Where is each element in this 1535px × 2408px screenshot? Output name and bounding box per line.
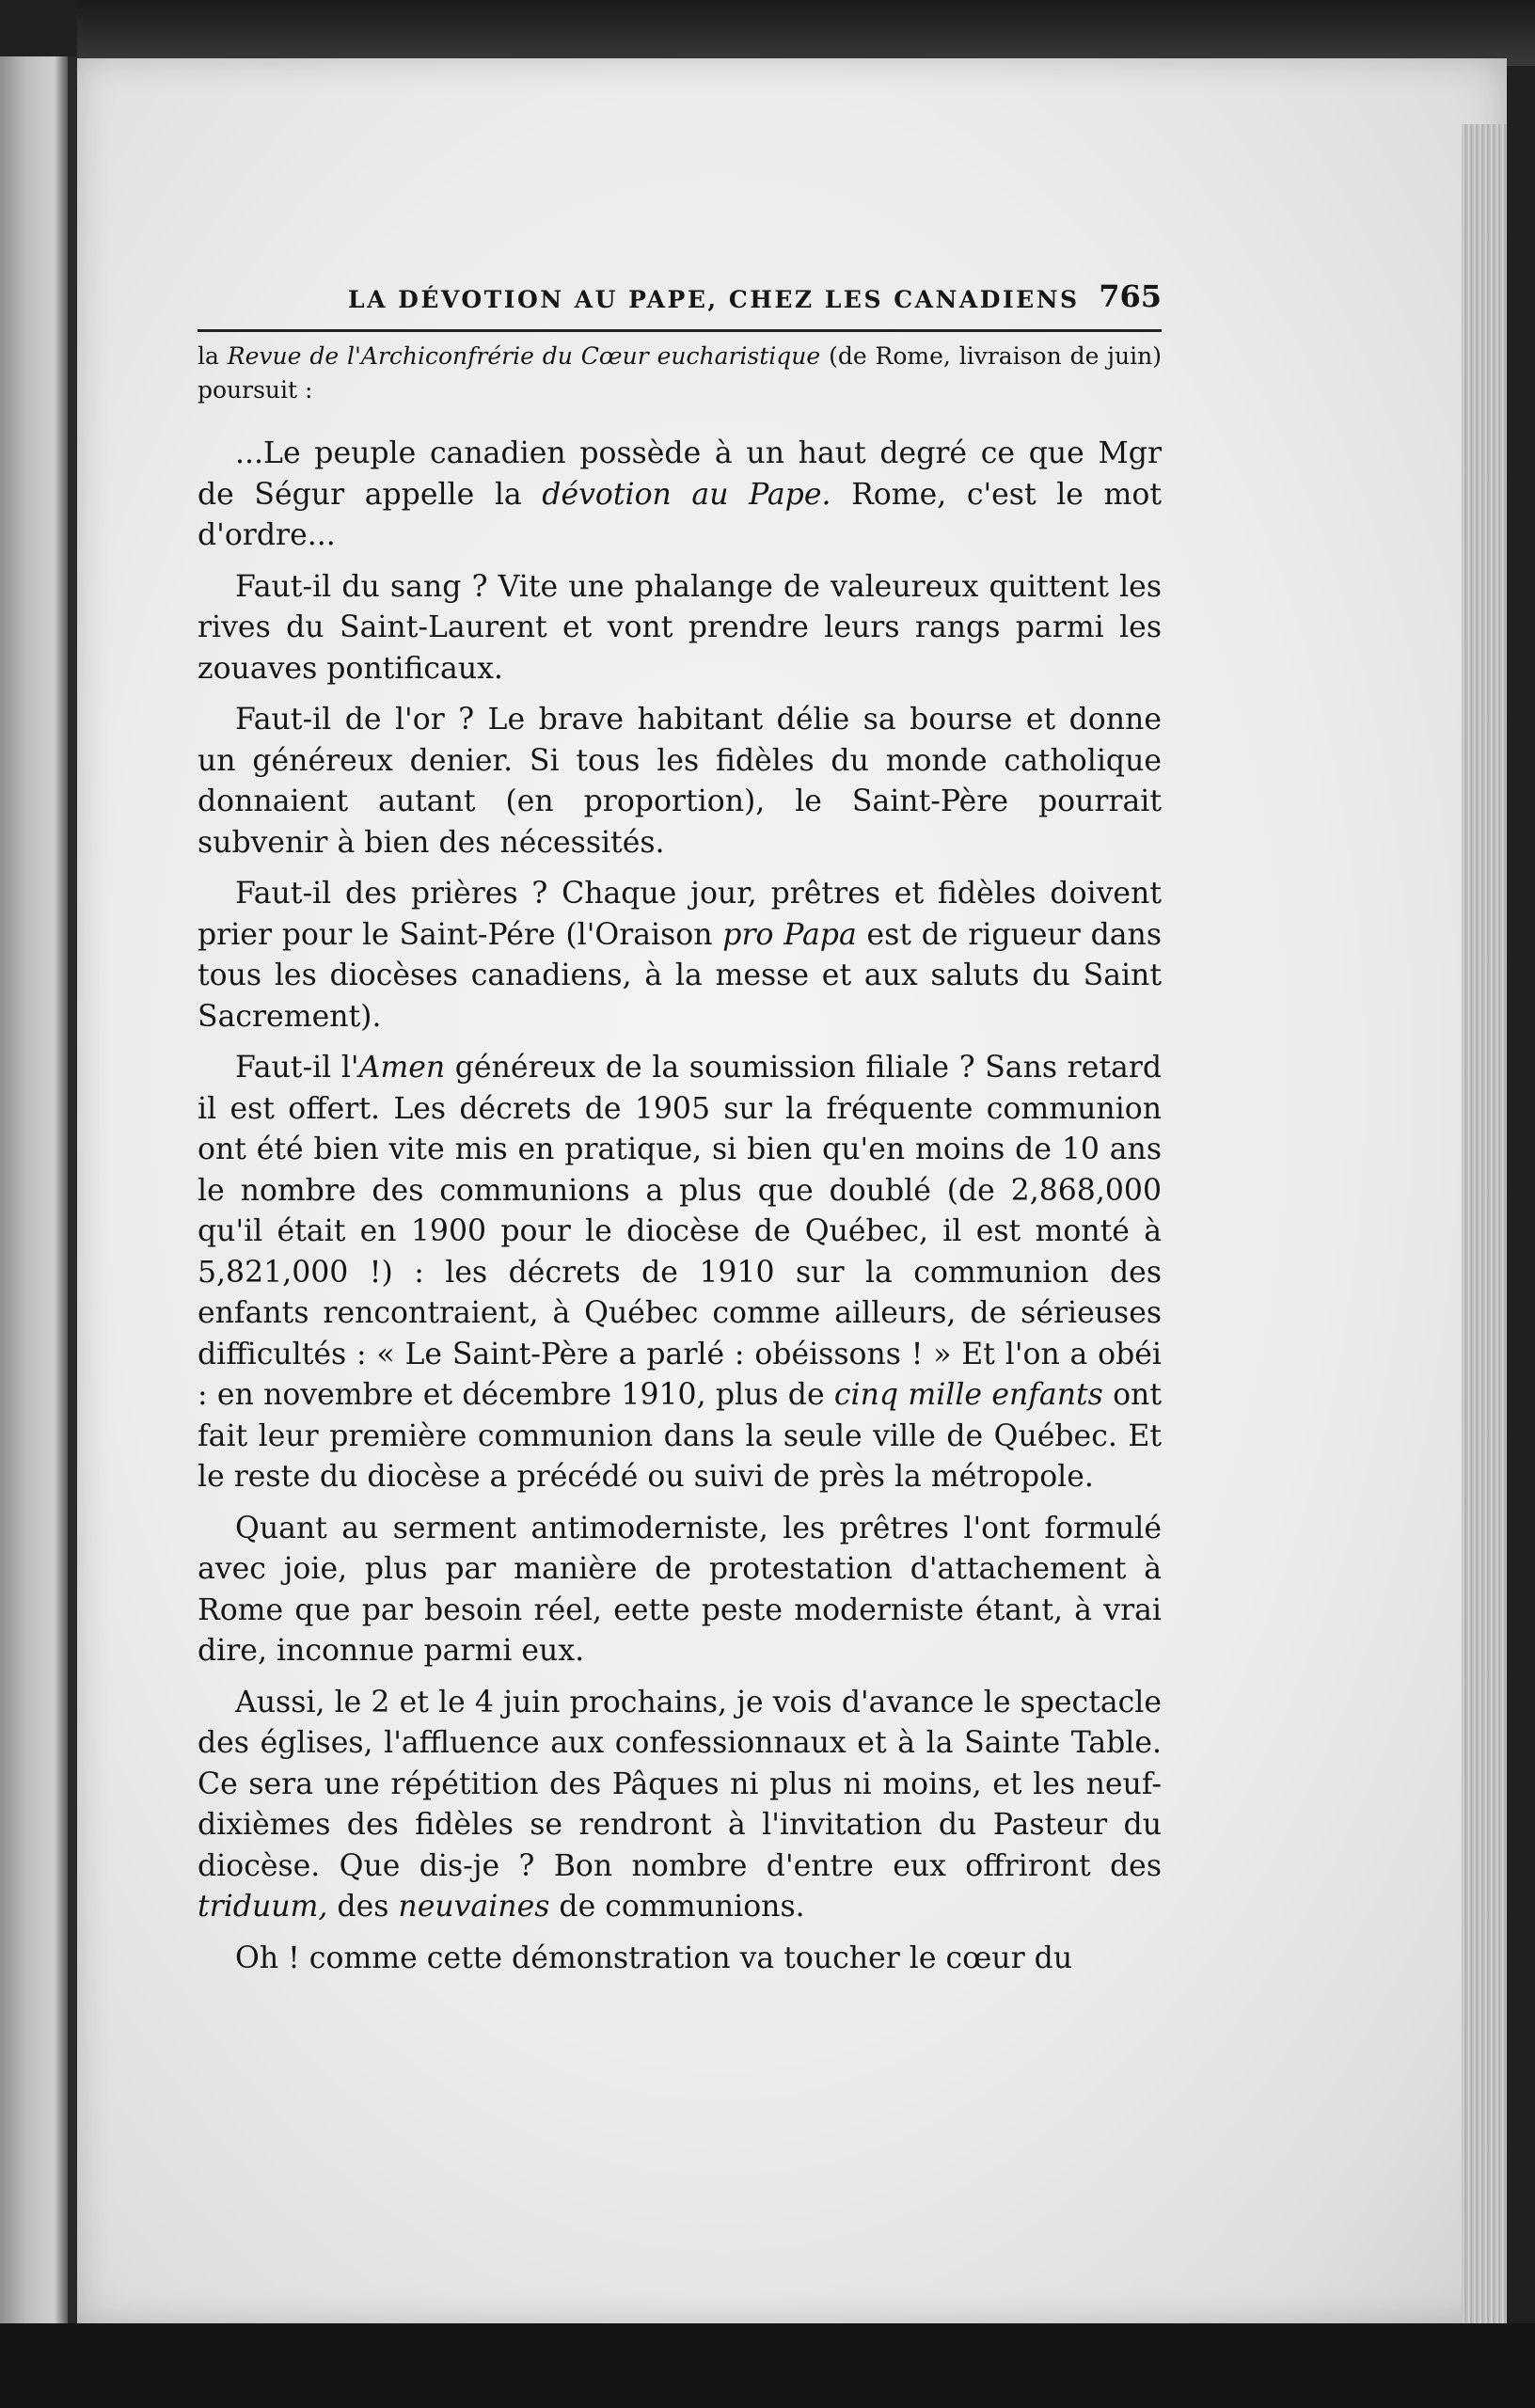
scan-bottom-border (0, 2323, 1535, 2408)
paragraph-5-text-c: généreux de la soumission filiale ? Sans retard il est offert. Les décrets de 1905 sur la fréquente communion ont été bien vite mis en pratique, si bien qu'en moins de 10 ans le nombre des communions a plus que doublé (de 2,868,000 qu'il était en 1900 pour le diocèse de Québec, il est monté à 5,821,000 !) : les décrets de 1910 sur la communion des enfants rencontraient, à Québec comme ailleurs, de sérieuses difficultés : « Le Saint-Père a parlé : obéissons ! » Et l'on a obéi : en novembre et décembre 1910, plus de (198, 1051, 1162, 1412)
paragraph-7-italic-triduum: triduum, (198, 1890, 328, 1924)
intro-citation (198, 340, 1162, 407)
paragraph-8: Oh ! comme cette démonstration va toucher le cœur du (235, 1941, 1073, 1975)
paragraph-7 (198, 1683, 1162, 1928)
paragraph-7-text-e: de communions. (549, 1890, 805, 1924)
paragraph-7-italic-neuvaines: neuvaines (398, 1890, 550, 1924)
paragraph-5-italic-amen: Amen (358, 1051, 446, 1085)
paragraph-1-text-c: Rome, c'est le mot d'ordre... (198, 477, 1163, 552)
running-head (198, 273, 1162, 332)
body-text (198, 434, 1162, 1979)
paragraph-7-text-c: des (327, 1890, 399, 1924)
intro-pre: la (198, 342, 228, 370)
paragraph-1-italic: dévotion au Pape. (542, 477, 831, 512)
paragraph-3: Faut-il de l'or ? Le brave habitant délie sa bourse et donne un généreux denier. Si tous les fidèles du monde catholique donnaient autant (en proportion), le Saint-Père pourrait subvenir à bien des nécessités. (198, 703, 1162, 860)
page-number: 765 (1099, 278, 1162, 314)
paragraph-4-text-c: est de rigueur dans tous les diocèses canadiens, à la messe et aux saluts du Saint Sacrement). (198, 917, 1162, 1034)
paragraph-4-italic: pro Papa (722, 917, 857, 952)
paragraph-5-text-a: Faut-il l' (235, 1051, 359, 1085)
paragraph-4-text-a: Faut-il des prières ? Chaque jour, prêtres et fidèles doivent prier pour le Saint-Pére (l'Oraison (198, 877, 1162, 952)
scan-top-border (77, 0, 1535, 66)
paragraph-7-text-a: Aussi, le 2 et le 4 juin prochains, je vois d'avance le spectacle des églises, l'affluence aux confessionnaux et à la Sainte Table. Ce sera une répétition des Pâques ni plus ni moins, et les neuf-dixièmes des fidèles se rendront à l'invitation du Pasteur du diocèse. Que dis-je ? Bon nombre d'entre eux offriront des (198, 1685, 1162, 1883)
paragraph-5-italic-count: cinq mille enfants (833, 1378, 1103, 1412)
previous-page-edge (0, 56, 68, 2333)
paragraph-5 (198, 1048, 1162, 1498)
intro-post: (de Rome, livraison de juin) poursuit : (198, 342, 1162, 404)
intro-journal-title: Revue de l'Archiconfrérie du Cœur eucharistique (227, 342, 821, 370)
running-head-title: LA DÉVOTION AU PAPE, CHEZ LES CANADIENS (348, 286, 1080, 313)
page-content (198, 273, 1162, 1989)
paragraph-5-text-e: ont fait leur première communion dans la seule ville de Québec. Et le reste du diocèse a précédé ou suivi de près la métropole. (198, 1378, 1162, 1494)
book-gutter (68, 56, 77, 2333)
paragraph-6: Quant au serment antimoderniste, les prêtres l'ont formulé avec joie, plus par manière de protestation d'attachement à Rome que par besoin réel, eette peste moderniste étant, à vrai dire, inconnue parmi eux. (198, 1511, 1162, 1668)
paragraph-4 (198, 874, 1162, 1038)
page-stack-edge (1462, 124, 1507, 2372)
paragraph-1 (198, 434, 1162, 557)
paragraph-1-text-a: ...Le peuple canadien possède à un haut degré ce que Mgr de Ségur appelle la (198, 436, 1162, 512)
paragraph-2: Faut-il du sang ? Vite une phalange de valeureux quittent les rives du Saint-Laurent et vont prendre leurs rangs parmi les zouaves pontificaux. (198, 569, 1162, 686)
